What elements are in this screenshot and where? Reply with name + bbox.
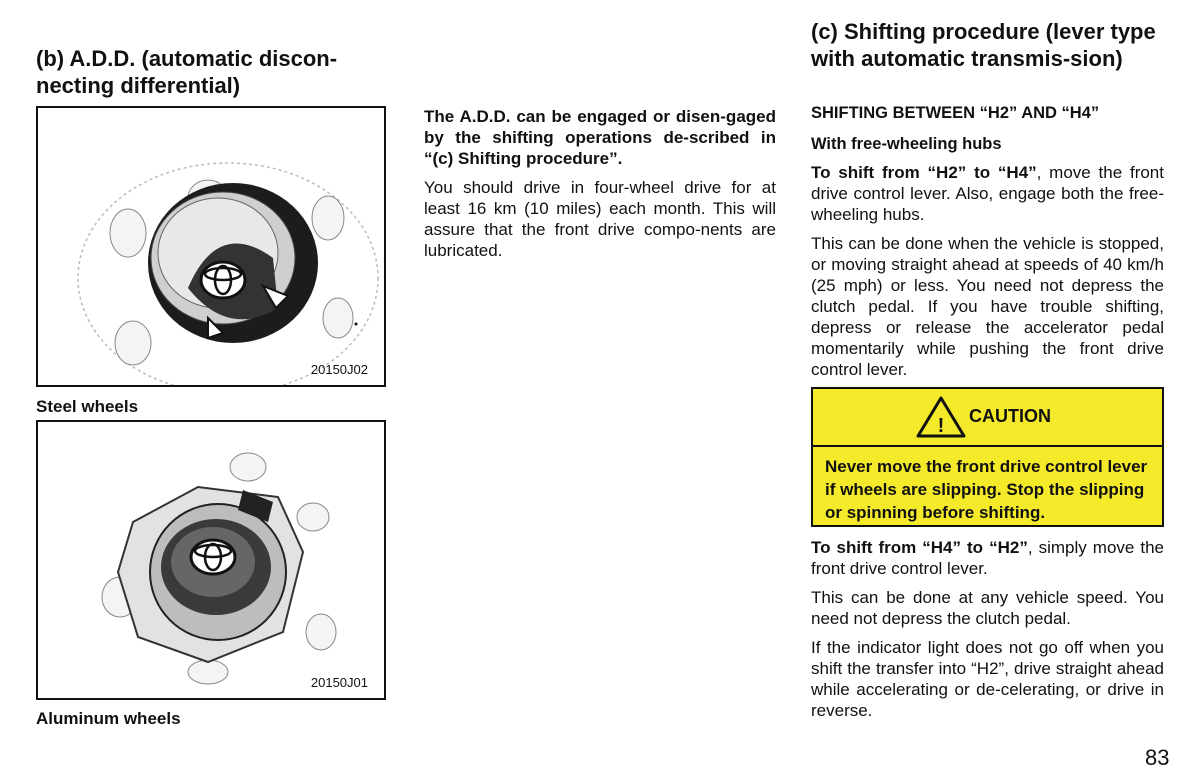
indicator-light-paragraph: If the indicator light does not go off when you shift the transfer into “H2”, drive straight ahead while accelerating or de-celerating, or drive in reverse. xyxy=(811,638,1164,720)
figure-code: 20150J01 xyxy=(310,675,368,690)
right-column xyxy=(811,104,1164,388)
caution-box xyxy=(811,387,1164,527)
warning-symbol: ! xyxy=(937,415,945,437)
section-c-heading: (c) Shifting procedure (lever type with automatic transmis-sion) xyxy=(811,19,1156,71)
section-b-heading: (b) A.D.D. (automatic discon- necting differential) xyxy=(36,46,338,98)
subheading-hubs: With free-wheeling hubs xyxy=(811,135,1002,153)
shift-h2-h4-label: To shift from “H2” to “H4” xyxy=(811,163,1037,182)
four-wheel-drive-paragraph: You should drive in four-wheel drive for at least 16 km (10 miles) each month. This will assure that the front drive compo-nents are lubricated. xyxy=(424,178,776,260)
steel-wheel-figure xyxy=(36,106,386,387)
shift-h4-h2-paragraph xyxy=(811,537,1164,579)
add-engage-paragraph: The A.D.D. can be engaged or disen-gaged by the shifting operations de-scribed in “(c) Shifting procedure”. xyxy=(424,107,776,168)
figure-code: 20150J02 xyxy=(310,362,368,377)
steel-wheel-illustration xyxy=(38,108,384,385)
shift-h2-h4-text: , move the front drive control lever. Also, engage both the free-wheeling hubs. xyxy=(811,163,1164,224)
steel-wheels-caption: Steel wheels xyxy=(36,397,139,416)
middle-column xyxy=(424,106,776,269)
aluminum-wheel-illustration xyxy=(38,422,384,698)
shift-h4-h2-text: , simply move the front drive control lever. xyxy=(811,538,1165,578)
shift-h4-h2-label: To shift from “H4” to “H2” xyxy=(811,538,1028,557)
caution-header xyxy=(813,389,1162,447)
shift-h2-h4-paragraph xyxy=(811,162,1164,225)
warning-triangle-icon xyxy=(915,395,967,439)
caution-text: Never move the front drive control lever if wheels are slipping. Stop the slipping or spinning before shifting. xyxy=(825,457,1148,522)
subheading-shifting: SHIFTING BETWEEN “H2” AND “H4” xyxy=(811,104,1100,122)
caution-title: CAUTION xyxy=(969,406,1051,426)
aluminum-wheels-caption: Aluminum wheels xyxy=(36,709,181,728)
any-speed-paragraph: This can be done at any vehicle speed. You need not depress the clutch pedal. xyxy=(811,588,1164,628)
aluminum-wheel-figure xyxy=(36,420,386,700)
page-number: 83 xyxy=(1145,745,1170,770)
conditions-paragraph: This can be done when the vehicle is stopped, or moving straight ahead at speeds of 40 km/h (25 mph) or less. You need not depress the clutch pedal. If you have trouble shifting, depress or release the accelerator pedal momentarily while pushing the front drive control lever. xyxy=(811,234,1164,379)
right-column-lower xyxy=(811,537,1164,729)
